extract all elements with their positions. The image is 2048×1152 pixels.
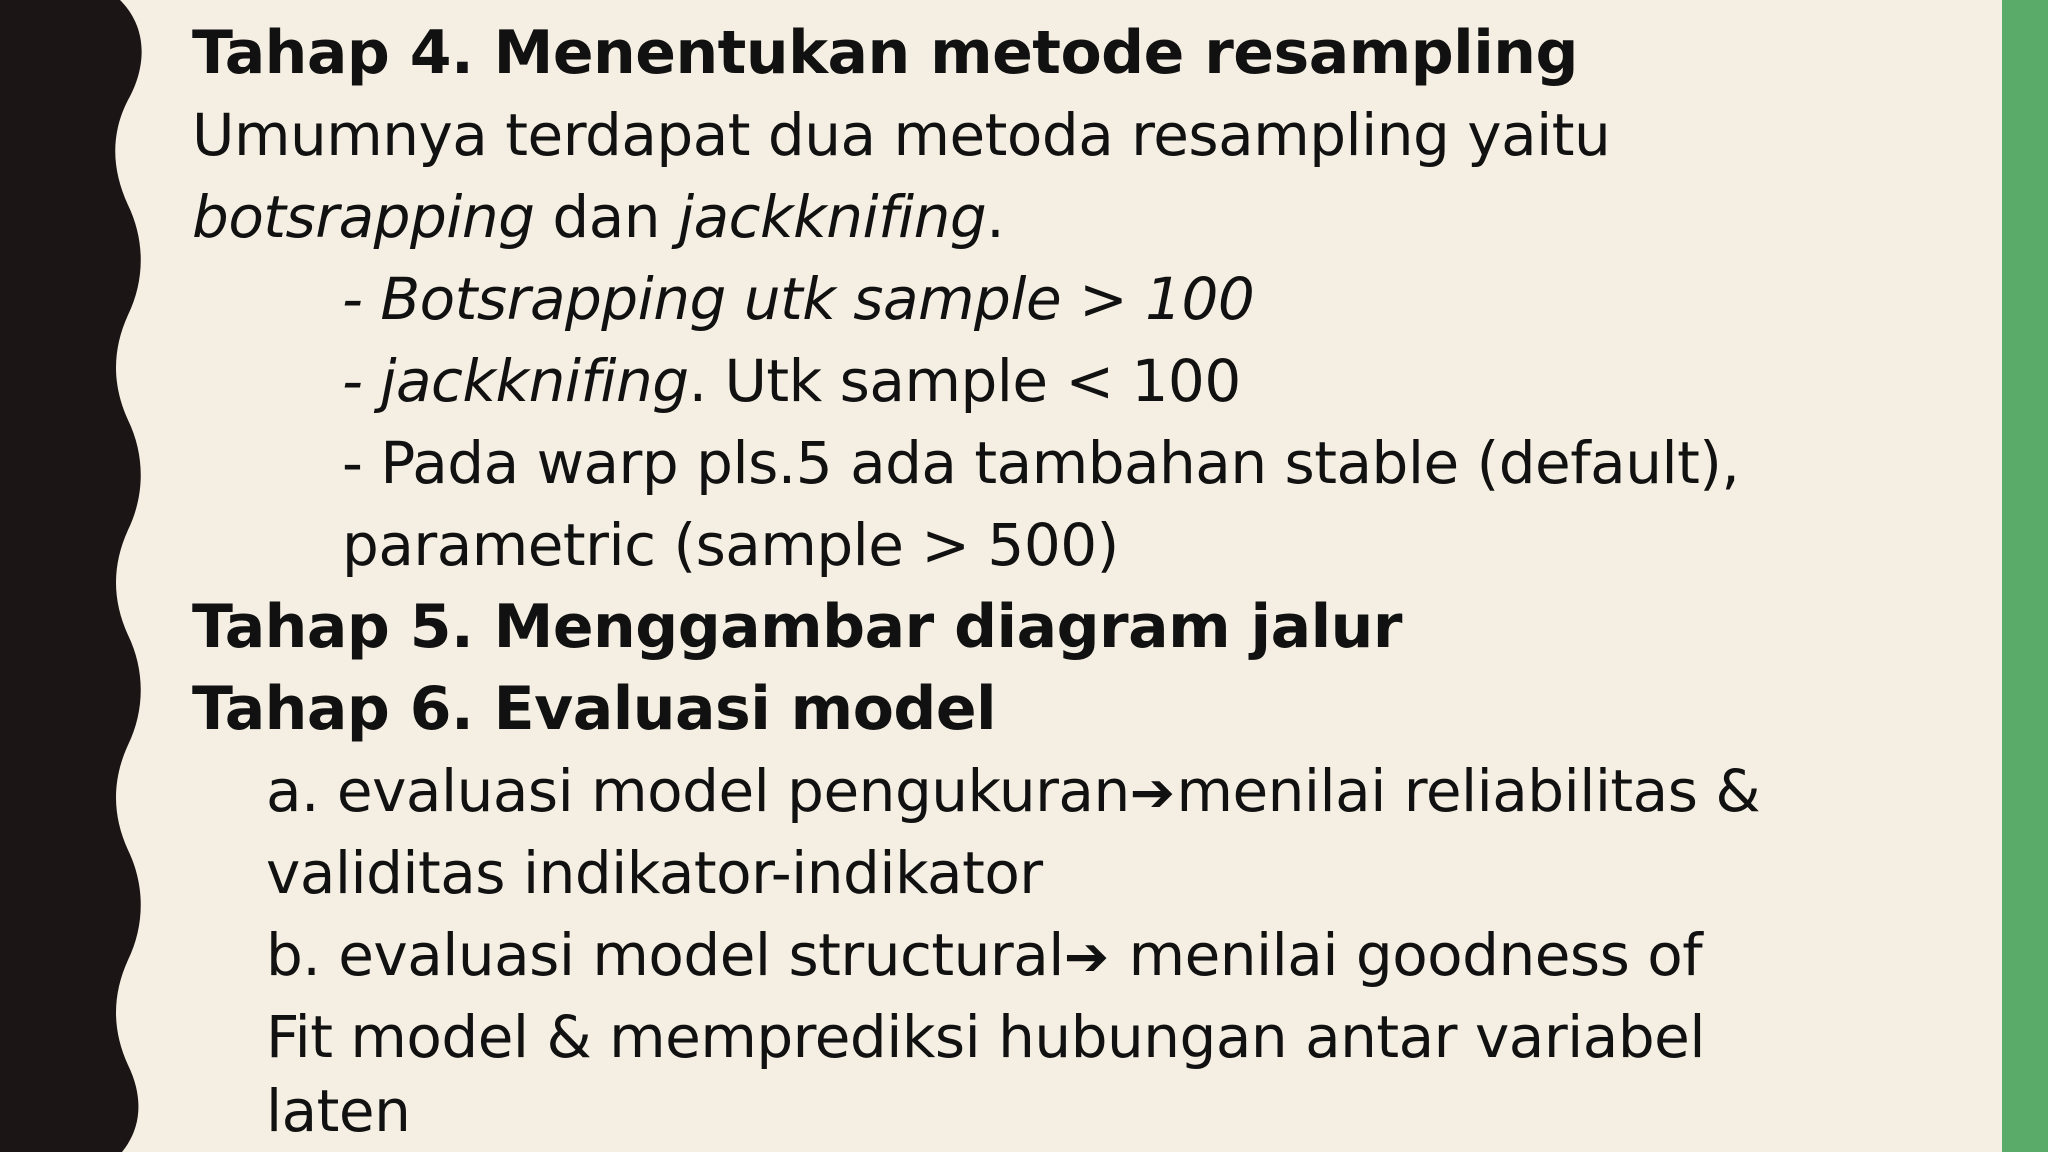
step6-item-b-line1 <box>266 914 1702 998</box>
item-b-part1: b. evaluasi model structural <box>266 921 1064 989</box>
step4-item-botsrapping: - Botsrapping utk sample > 100 <box>342 265 1255 333</box>
right-arrow-icon: ➔ <box>1063 925 1109 988</box>
step4-intro-line1: Umumnya terdapat dua metoda resampling yaitu <box>192 101 1611 169</box>
item-a-part1: a. evaluasi model pengukuran <box>266 757 1130 825</box>
step4-heading: Tahap 4. Menentukan metode resampling <box>192 18 1578 88</box>
intro-period: . <box>986 183 1005 251</box>
step5-heading: Tahap 5. Menggambar diagram jalur <box>192 592 1402 662</box>
step4-item-jackknifing <box>342 340 1241 422</box>
item-b-part2: menilai goodness of <box>1110 921 1703 989</box>
green-right-bar <box>2002 0 2048 1152</box>
jackknifing-term: jackknifing <box>677 183 987 251</box>
step6-item-a-line1 <box>266 750 1760 834</box>
step4-intro-line2 <box>192 176 1004 258</box>
item2-prefix: - <box>342 347 381 415</box>
step6-item-a-line2: validitas indikator-indikator <box>266 839 1043 907</box>
step4-item-warp-line1: - Pada warp pls.5 ada tambahan stable (default), <box>342 429 1740 497</box>
item2-jackknifing: jackknifing <box>380 347 689 415</box>
step6-heading: Tahap 6. Evaluasi model <box>192 674 997 744</box>
botsrapping-term: botsrapping <box>192 183 535 251</box>
item-a-part2: menilai reliabilitas & <box>1176 757 1761 825</box>
step4-item-warp-line2: parametric (sample > 500) <box>342 511 1119 579</box>
right-arrow-icon: ➔ <box>1129 761 1175 824</box>
step6-item-b-line3: laten <box>266 1077 411 1145</box>
step6-item-b-line2: Fit model & memprediksi hubungan antar variabel <box>266 1003 1705 1071</box>
intro-dan: dan <box>534 183 678 251</box>
item2-rest: . Utk sample < 100 <box>688 347 1241 415</box>
